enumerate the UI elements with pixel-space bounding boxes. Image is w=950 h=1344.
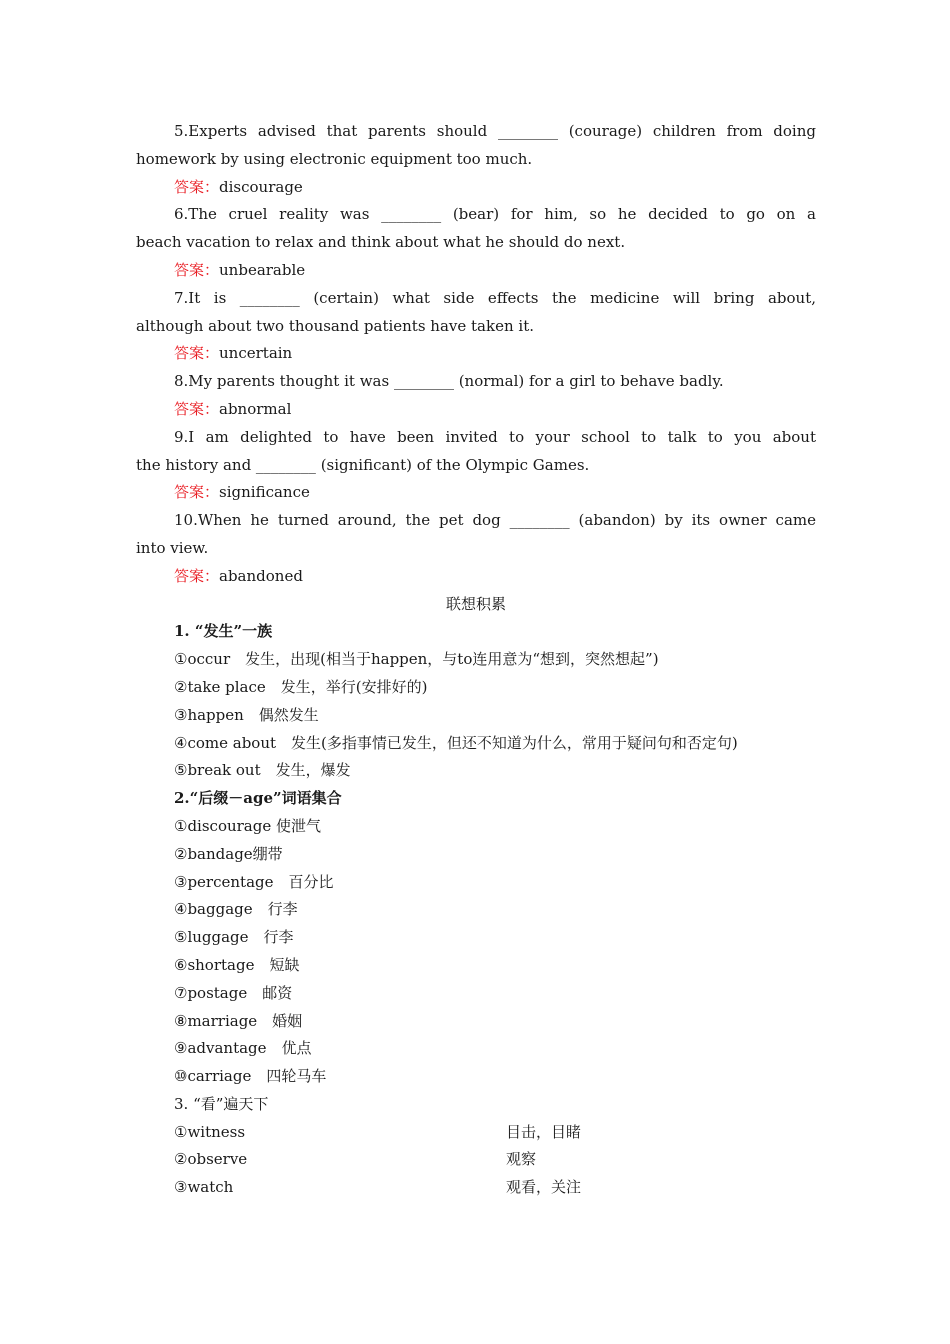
group-3-heading: 3. “看”遍天下	[174, 1094, 269, 1113]
group-2-item: ⑥shortage 短缺	[174, 955, 300, 974]
answer-text: abandoned	[219, 566, 303, 585]
document-page	[136, 118, 816, 1202]
group-3-item	[136, 1174, 816, 1202]
answer-label: 答案：	[174, 260, 220, 279]
answer-6	[136, 257, 816, 285]
answer-text: unbearable	[219, 260, 306, 279]
group-2-item: ⑩carriage 四轮马车	[174, 1067, 327, 1086]
group-2-item: ②bandage绷带	[174, 844, 283, 863]
group-1-heading: 1. “发生”一族	[174, 622, 273, 641]
answer-text: significance	[219, 483, 310, 502]
answer-text: discourage	[219, 177, 303, 196]
answer-label: 答案：	[174, 399, 220, 418]
answer-5	[136, 174, 816, 202]
group-2-item: ①discourage 使泄气	[174, 816, 321, 835]
answer-label: 答案：	[174, 483, 220, 502]
answer-text: uncertain	[219, 344, 293, 363]
question-9-line-1: 9.I am delighted to have been invited to your school to talk to you about	[174, 427, 816, 446]
answer-7	[136, 340, 816, 368]
group-2-heading: 2.“后缀－age”词语集合	[174, 789, 342, 808]
group-1-item: ②take place 发生，举行(安排好的)	[174, 677, 428, 696]
answer-9	[136, 479, 816, 507]
answer-label: 答案：	[174, 566, 220, 585]
question-10-line-2: into view.	[136, 538, 209, 557]
answer-label: 答案：	[174, 344, 220, 363]
group-2-item: ③percentage 百分比	[174, 872, 334, 891]
group-3-meaning: 观察	[506, 1150, 537, 1169]
group-3-item	[136, 1146, 816, 1174]
group-3-meaning: 目击，目睹	[506, 1122, 582, 1141]
group-2-item: ⑤luggage 行李	[174, 928, 294, 947]
group-2-item: ④baggage 行李	[174, 900, 298, 919]
answer-8	[136, 396, 816, 424]
question-7-line-1: 7.It is ________ (certain) what side effects the medicine will bring about,	[174, 288, 816, 307]
group-3-word: ②observe	[174, 1150, 248, 1169]
answer-label: 答案：	[174, 177, 220, 196]
question-7-line-2: although about two thousand patients have taken it.	[136, 316, 534, 335]
question-5-line-1: 5.Experts advised that parents should ________ (courage) children from doing	[174, 122, 816, 140]
group-2-item: ⑨advantage 优点	[174, 1039, 312, 1058]
group-3-item	[136, 1119, 816, 1147]
group-3-word: ①witness	[174, 1122, 246, 1141]
question-9-line-2: the history and ________ (significant) of the Olympic Games.	[136, 455, 590, 474]
group-3-meaning: 观看，关注	[506, 1178, 582, 1197]
question-5-line-2: homework by using electronic equipment too much.	[136, 149, 533, 168]
answer-10	[136, 563, 816, 591]
question-6-line-1: 6.The cruel reality was ________ (bear) for him, so he decided to go on a	[174, 205, 816, 224]
question-8-line-1: 8.My parents thought it was ________ (normal) for a girl to behave badly.	[174, 372, 724, 391]
group-1-item: ③happen 偶然发生	[174, 705, 319, 724]
group-2-item: ⑧marriage 婚姻	[174, 1011, 303, 1030]
group-2-item: ⑦postage 邮资	[174, 983, 293, 1002]
group-1-item: ⑤break out 发生，爆发	[174, 761, 351, 780]
group-1-item: ①occur 发生，出现(相当于happen，与to连用意为“想到，突然想起”)	[174, 650, 659, 669]
group-1-item: ④come about 发生(多指事情已发生，但还不知道为什么，常用于疑问句和否定句)	[174, 733, 738, 752]
section-title: 联想积累	[445, 594, 506, 613]
question-6-line-2: beach vacation to relax and think about what he should do next.	[136, 233, 626, 252]
group-3-word: ③watch	[174, 1178, 234, 1197]
question-10-line-1: 10.When he turned around, the pet dog ________ (abandon) by its owner came	[174, 511, 816, 530]
answer-text: abnormal	[219, 399, 292, 418]
